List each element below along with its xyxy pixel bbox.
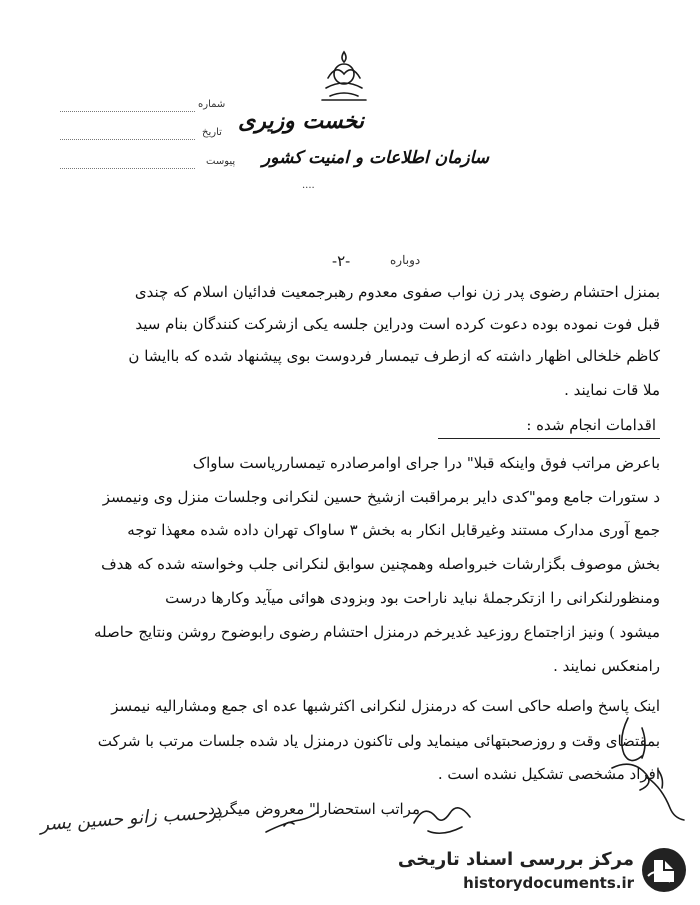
paragraph1-line-1: بمنزل احتشام رضوی پدر زن نواب صفوی معدوم رهبرجمعیت فدائیان اسلام که چندی <box>134 283 660 301</box>
paragraph2-line-7: رامنعکس نمایند . <box>553 657 660 675</box>
paragraph2-line-6: میشود ) ونیز ازاجتماع روزعید غدیرخم درمنزل احتشام رضوی رابوضوح روشن ونتایج حاصله <box>93 623 660 641</box>
date-label: تاریخ <box>202 127 222 138</box>
paragraph1-line-4: ملا قات نمایند . <box>564 381 660 399</box>
paragraph2-line-2: د ستورات جامع ومو"کدی دایر برمراقبت ازشیخ حسین لنکرانی وجلسات منزل وی ونیمسز <box>102 488 660 506</box>
org-name: نخست وزیری <box>238 108 364 134</box>
paragraph2-line-5: ومنظورلنکرانی را ازتکرجملهٔ نباید ناراحت بود وبزودی هوائی میآید وکارها درست <box>165 589 660 607</box>
initials-mark <box>262 806 322 838</box>
closing-line: مراتب استحضارا" معروض میگردد . <box>198 800 420 818</box>
paragraph3-line-1: اینک پاسخ واصله حاکی است که درمنزل لنکرانی اکثرشبها عده ای جمع ومشارالیه نیمسز <box>111 697 660 715</box>
margin-handwriting <box>598 708 690 828</box>
attachment-field-line <box>60 167 195 169</box>
attachment-label: پیوست <box>206 156 236 167</box>
section-heading: اقدامات انجام شده : <box>526 416 656 434</box>
paragraph1-line-3: کاظم خلخالی اظهار داشته که ازطرف تیمسار فردوست بوی پیشنهاد شده که باایشا ن <box>128 347 660 365</box>
date-field-line <box>60 138 195 140</box>
paragraph3-line-3: افراد مشخصی تشکیل نشده است . <box>437 765 660 783</box>
paragraph2-line-1: باعرض مراتب فوق واینکه قبلا" درا جرای اوامرصادره تیمسارریاست ساواک <box>192 454 660 472</box>
watermark-url: historydocuments.ir <box>463 874 634 892</box>
watermark-logo-icon <box>640 846 688 894</box>
number-label: شماره <box>198 99 226 110</box>
handwritten-note: برحسب زانو حسین یسر <box>39 801 223 836</box>
lion-sun-emblem-icon <box>318 48 370 106</box>
heading-underline <box>438 438 660 439</box>
paragraph2-line-3: جمع آوری مدارک مستند وغیرقابل انکار به بخش ۳ ساواک تهران داده شده معهذا توجه <box>127 521 660 539</box>
continuation-label: دوباره <box>390 253 421 267</box>
paragraph1-line-2: قبل فوت نموده بوده دعوت کرده است ودراین جلسه یکی ازشرکت کنندگان بنام سید <box>135 315 660 333</box>
paragraph2-line-4: بخش موصوف بگزارشات خبرواصله وهمچنین سوابق لنکرانی جلب وخواسته شده که هدف <box>101 555 660 573</box>
number-field-line <box>60 110 195 112</box>
org-sub-small: .... <box>302 180 315 191</box>
signature-mark <box>408 793 478 839</box>
paragraph3-line-2: بمقتضای وقت و روزصحبتهائی مینماید ولی تاکنون درمنزل یاد شده جلسات مرتب با شرکت <box>97 732 660 750</box>
watermark-title: مرکز بررسی اسناد تاریخی <box>397 849 634 870</box>
org-subname: سازمان اطلاعات و امنیت کشور <box>262 148 490 168</box>
page-marker: -۲- <box>332 252 351 270</box>
